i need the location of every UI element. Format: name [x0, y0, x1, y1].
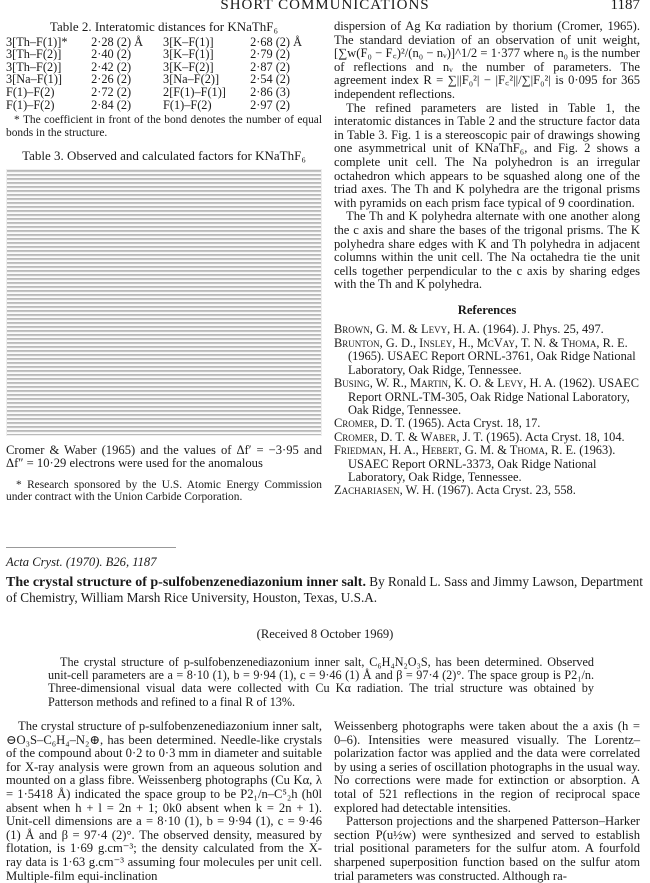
reference-authors: Brown, G. M. & Levy, H. A. (1964).: [334, 322, 520, 337]
reference-source: USAEC Report ORNL-3373, Oak Ridge National Laboratory, Oak Ridge, Tennessee.: [348, 456, 597, 484]
reference-source: USAEC Report ORNL-TM-305, Oak Ridge National Laboratory, Oak Ridge, Tennessee.: [348, 376, 639, 417]
references-list: [334, 323, 640, 497]
left-footnote: * Research sponsored by the U.S. Atomic Energy Commission under contract with the Union Carbide Corporation.: [6, 478, 322, 503]
table2-cell: 3[K–F(1)]: [163, 34, 214, 49]
reference-source: Acta Cryst. 18, 104.: [524, 429, 625, 444]
article-title-block: [6, 575, 646, 605]
body-right-paragraph-2: Patterson projections and the sharpened Patterson–Harker section P(u½w) were synthesized and served to establish trial positional parameters for the sulfur atom. A fourfold sharpened superposition function based on the sulfur atom trial parameters was constructed. Although ra-: [334, 814, 640, 883]
reference-authors: Cromer, D. T. & Waber, J. T. (1965).: [334, 429, 523, 444]
reference-authors: Friedman, H. A., Hebert, G. M. & Thoma, R. E. (1963).: [334, 443, 616, 458]
reference-authors: Zachariasen, W. H. (1967).: [334, 483, 474, 498]
section-divider: [6, 547, 176, 548]
body-left-paragraph: The crystal structure of p-sulfobenzenediazonium inner salt, ⊖O₃S–C₆H₄–N₂⊕, has been determined. Needle-like crystals of the compound about 0·2 to 0·3 mm in diameter and suitable for X-ray analysis were grown from an aqueous solution and mounted on a glass fibre. Weissenberg photographs (Cu Kα, λ = 1·5418 Å) indicated the space group to be P2₁/n–C⁵₂h (h0l absent when h + l = 2n + 1; 0k0 absent when k = 2n + 1). Unit-cell dimensions are a = 8·10 (1), b = 9·94 (1), c = 9·46 (1) Å and β = 97·4 (2)°. The observed density, measured by flotation, is 1·69 g.cm⁻³; the density calculated from the X-ray data is 1·63 g.cm⁻³ assuming four molecules per unit cell. Multiple-film equi-inclination: [6, 719, 322, 883]
table2-cell: 2·79 (2): [250, 47, 291, 62]
table2-cell: 3[Na–F(2)]: [163, 72, 220, 87]
article-byline: By Ronald L. Sass and Jimmy Lawson, Department of Chemistry, William Marsh Rice University, Houston, Texas, U.S.A.: [6, 574, 643, 605]
body-right-paragraph-1: Weissenberg photographs were taken about the a axis (h = 0–6). Intensities were measured visually. The Lorentz–polarization factor was applied and the data were correlated by using a series of oscillation photographs in the usual way. No corrections were made for extinction or absorption. A total of 521 reflections in the region of reciprocal space explored had detectable intensities.: [334, 719, 640, 815]
page-number: 1187: [610, 0, 640, 13]
reference-source: J. Phys. 25, 497.: [522, 322, 604, 337]
table2-cell: 2·40 (2): [91, 47, 132, 62]
reference-source: (1965). USAEC Report ORNL-3761, Oak Ridge National Laboratory, Oak Ridge, Tennessee.: [348, 349, 636, 377]
table2-cell: 3[Na–F(1)]: [6, 72, 63, 87]
table2-caption: Table 2. Interatomic distances for KNaThF₆: [49, 19, 279, 34]
reference-item: [334, 323, 640, 336]
reference-item: [334, 337, 640, 377]
abstract: The crystal structure of p-sulfobenzenediazonium inner salt, C₆H₄N₂O₃S, has been determined. Observed unit-cell parameters are a = 8·10 (1), b = 9·94 (1), c = 9·46 (1) Å and β = 97·4 (2)°. The space group is P2₁/n. Three-dimensional visual data were collected with Cu Kα radiation. The trial structure was obtained by Patterson methods and refined to a final R of 13%.: [48, 655, 594, 709]
table2-cell: 3[Th–F(2)]: [6, 47, 62, 62]
received-date: (Received 8 October 1969): [256, 627, 394, 641]
reference-source: Acta Cryst. 18, 17.: [446, 416, 541, 431]
article-title: The crystal structure of p-sulfobenzenediazonium inner salt.: [6, 575, 366, 590]
reference-authors: Brunton, G. D., Insley, H., McVay, T. N. & Thoma, R. E.: [334, 335, 628, 350]
table2-row: [6, 86, 322, 99]
table3-caption: Table 3. Observed and calculated factors for KNaThF₆: [22, 147, 306, 163]
table2-cell: 3[K–F(2)]: [163, 59, 214, 74]
table2-distances: [6, 36, 322, 112]
running-header: [0, 0, 650, 16]
right-paragraph-3: The Th and K polyhedra alternate with one another along the c axis and share the bases of the trigonal prisms. The K polyhedra share edges with K and Th polyhedra in adjacent columns within the unit cell. The Na octahedra tie the unit cells together perpendicular to the c axis by sharing edges with the Th and K polyhedra.: [334, 209, 640, 292]
right-paragraph-2: The refined parameters are listed in Table 1, the interatomic distances in Table 2 and the structure factor data in Table 3. Fig. 1 is a stereoscopic pair of drawings showing one asymmetrical unit of KNaThF₆, and Fig. 2 shows a complete unit cell. The Na polyhedron is an irregular octahedron which appears to be squashed along one of the triad axes. The Th and K polyhedra are the trigonal prisms with pyramids on each prism face typical of 9 coordination.: [334, 100, 640, 210]
reference-item: [334, 377, 640, 417]
journal-citation: Acta Cryst. (1970). B26, 1187: [6, 555, 157, 569]
table2-cell: 2·28 (2) Å: [91, 34, 144, 49]
table2-cell: 2·97 (2): [250, 97, 291, 112]
table2-cell: F(1)–F(2): [6, 97, 55, 112]
table2-cell: F(1)–F(2): [163, 97, 212, 112]
reference-source: Acta Cryst. 23, 558.: [476, 483, 576, 498]
reference-item: [334, 444, 640, 484]
table2-cell: 2[F(1)–F(1)]: [163, 84, 226, 99]
table2-cell: 3[Th–F(2)]: [6, 59, 62, 74]
table2-cell: 2·84 (2): [91, 97, 132, 112]
table2-cell: 2·54 (2): [250, 72, 291, 87]
table2-cell: 3[Th–F(1)]*: [6, 34, 68, 49]
table3-structure-factors-image: [6, 169, 322, 436]
table2-cell: 2·86 (3): [250, 84, 291, 99]
reference-item: [334, 417, 640, 430]
table2-cell: 2·26 (2): [91, 72, 132, 87]
references-heading: References: [457, 302, 517, 317]
right-column: [334, 20, 640, 498]
table2-row: [6, 48, 322, 61]
reference-authors: Cromer, D. T. (1965).: [334, 416, 445, 431]
left-text-paragraph: Cromer & Waber (1965) and the values of Δf′ = −3·95 and Δf″ = 10·29 electrons were used for the anomalous: [6, 442, 322, 471]
body-left-column: [6, 720, 322, 883]
table2-cell: 2·87 (2): [250, 59, 291, 74]
left-column: [6, 20, 322, 503]
running-title: SHORT COMMUNICATIONS: [220, 0, 430, 13]
reference-item: [334, 431, 640, 444]
reference-item: [334, 484, 640, 497]
reference-authors: Busing, W. R., Martin, K. O. & Levy, H. A. (1962).: [334, 376, 596, 391]
right-paragraph-1: dispersion of Ag Kα radiation by thorium (Cromer, 1965). The standard deviation of an observation of unit weight, [∑w(F₀ − F꜀)²/(n₀ − nᵥ)]^1/2 = 1·377 where n₀ is the number of reflections and nᵥ the number of parameters. The agreement index R = ∑||F₀²| − |F꜀²||/∑|F₀²| is 0·095 for 365 independent reflections.: [334, 19, 640, 101]
table2-cell: 3[K–F(1)]: [163, 47, 214, 62]
body-right-column: [334, 720, 640, 883]
table2-footnote: * The coefficient in front of the bond denotes the number of equal bonds in the structure.: [6, 114, 322, 139]
table2-cell: F(1)–F(2): [6, 84, 55, 99]
table2-cell: 2·42 (2): [91, 59, 132, 74]
table2-row: [6, 99, 322, 112]
table2-cell: 2·68 (2) Å: [250, 34, 302, 49]
table2-cell: 2·72 (2): [91, 84, 132, 99]
